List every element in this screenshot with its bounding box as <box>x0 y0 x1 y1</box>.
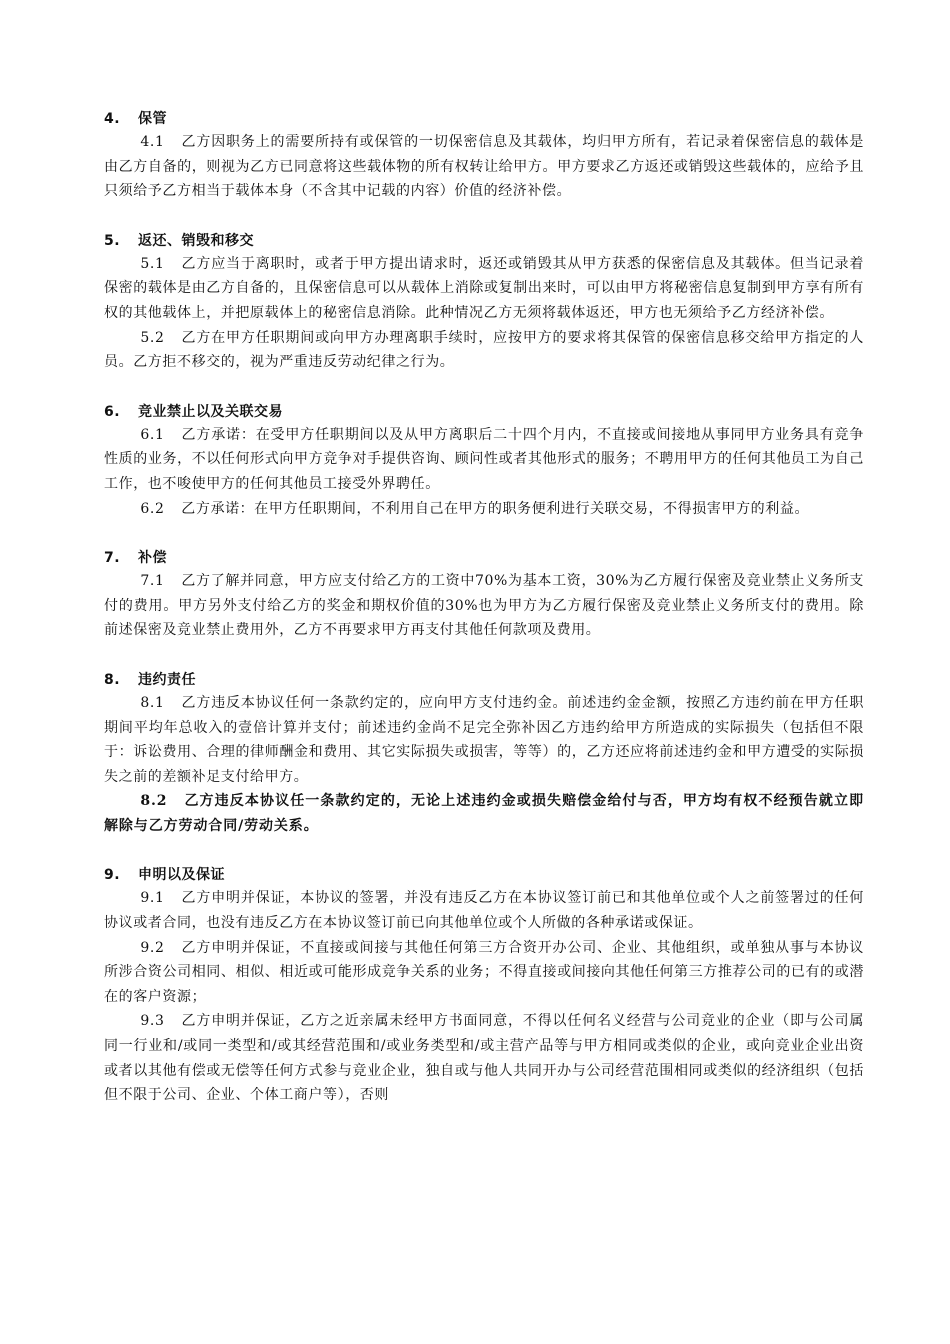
clause-number: 8.1 <box>140 694 165 711</box>
clause-paragraph <box>104 886 864 935</box>
clause-paragraph <box>104 691 864 789</box>
clause-paragraph <box>104 569 864 643</box>
section-title: 违约责任 <box>138 671 196 688</box>
clause-text: 乙方违反本协议任何一条款约定的，应向甲方支付违约金。前述违约金金额，按照乙方违约前在甲方任职期间平均年总收入的壹倍计算并支付；前述违约金尚不足完全弥补因乙方违约给甲方所造成的实际损失（包括但不限于：诉讼费用、合理的律师酬金和费用、其它实际损失或损害，等等）的，乙方还应将前述违约金和甲方遭受的实际损失之前的差额补足支付给甲方。 <box>104 694 864 785</box>
clause-paragraph <box>104 497 864 522</box>
section-7 <box>104 547 864 643</box>
section-number: 5. <box>104 232 121 249</box>
section-number: 6. <box>104 403 121 420</box>
clause-text: 乙方申明并保证，乙方之近亲属未经甲方书面同意，不得以任何名义经营与公司竞业的企业（即与公司属同一行业和/或同一类型和/或其经营范围和/或业务类型和/或主营产品等与甲方相同或类似的企业，或向竞业企业出资或者以其他有偿或无偿等任何方式参与竞业企业，独自或与他人共同开办与公司经营范围相同或类似的经济组织（包括但不限于公司、企业、个体工商户等），否则 <box>104 1013 864 1104</box>
clause-number: 9.2 <box>140 939 165 956</box>
clause-text: 乙方应当于离职时，或者于甲方提出请求时，返还或销毁其从甲方获悉的保密信息及其载体。但当记录着保密的载体是由乙方自备的，且保密信息可以从载体上消除或复制出来时，可以由甲方将秘密信息复制到甲方享有所有权的其他载体上，并把原载体上的秘密信息消除。此种情况乙方无须将载体返还，甲方也无须给予乙方经济补偿。 <box>104 255 864 321</box>
clause-number: 7.1 <box>140 573 165 590</box>
clause-text: 乙方申明并保证，不直接或间接与其他任何第三方合资开办公司、企业、其他组织，或单独从事与本协议所涉合资公司相同、相似、相近或可能形成竞争关系的业务；不得直接或间接向其他任何第三方推荐公司的已有的或潜在的客户资源； <box>104 939 864 1005</box>
section-number: 8. <box>104 671 121 688</box>
section-heading <box>104 230 864 252</box>
clause-number: 5.2 <box>140 329 165 346</box>
clause-number: 8.2 <box>140 793 168 810</box>
section-8 <box>104 669 864 839</box>
section-9 <box>104 864 864 1107</box>
clause-text: 乙方承诺：在受甲方任职期间以及从甲方离职后二十四个月内，不直接或间接地从事同甲方业务具有竞争性质的业务，不以任何形式向甲方竞争对手提供咨询、顾问性或者其他形式的服务；不聘用甲方的任何其他员工为自己工作，也不唆使甲方的任何其他员工接受外界聘任。 <box>104 426 864 492</box>
clause-number: 6.2 <box>140 500 165 517</box>
section-6 <box>104 401 864 521</box>
clause-paragraph <box>104 936 864 1010</box>
section-4 <box>104 108 864 204</box>
document-body <box>104 108 864 1134</box>
clause-number: 4.1 <box>140 134 165 150</box>
section-heading <box>104 547 864 569</box>
section-heading <box>104 108 864 130</box>
clause-paragraph <box>104 252 864 326</box>
section-heading <box>104 864 864 886</box>
clause-text: 乙方了解并同意，甲方应支付给乙方的工资中70%为基本工资，30%为乙方履行保密及竞业禁止义务所支付的费用。甲方另外支付给乙方的奖金和期权价值的30%也为甲方为乙方履行保密及竞业禁止义务所支付的费用。除前述保密及竞业禁止费用外，乙方不再要求甲方再支付其他任何款项及费用。 <box>104 573 864 639</box>
clause-number: 6.1 <box>140 426 165 443</box>
section-heading <box>104 669 864 691</box>
clause-number: 9.3 <box>140 1013 165 1030</box>
section-heading <box>104 401 864 423</box>
clause-paragraph <box>104 789 864 838</box>
section-title: 返还、销毁和移交 <box>138 232 254 249</box>
section-5 <box>104 230 864 375</box>
clause-text: 乙方因职务上的需要所持有或保管的一切保密信息及其载体，均归甲方所有，若记录着保密信息的载体是由乙方自备的，则视为乙方已同意将这些载体物的所有权转让给甲方。甲方要求乙方返还或销毁这些载体的，应给予且只须给予乙方相当于载体本身（不含其中记载的内容）价值的经济补偿。 <box>104 134 864 200</box>
clause-paragraph <box>104 326 864 375</box>
section-title: 申明以及保证 <box>138 867 225 884</box>
clause-number: 9.1 <box>140 890 165 907</box>
clause-number: 5.1 <box>140 255 165 272</box>
clause-paragraph <box>104 130 864 204</box>
clause-text: 乙方承诺：在甲方任职期间，不利用自己在甲方的职务便利进行关联交易，不得损害甲方的利益。 <box>181 500 810 517</box>
clause-paragraph <box>104 1009 864 1107</box>
section-title: 保管 <box>138 111 167 127</box>
section-title: 补偿 <box>138 550 167 567</box>
section-title: 竞业禁止以及关联交易 <box>138 403 283 420</box>
clause-text: 乙方违反本协议任一条款约定的，无论上述违约金或损失赔偿金给付与否，甲方均有权不经预告就立即解除与乙方劳动合同/劳动关系。 <box>104 793 864 834</box>
section-number: 9. <box>104 867 121 884</box>
clause-text: 乙方申明并保证，本协议的签署，并没有违反乙方在本协议签订前已和其他单位或个人之前签署过的任何协议或者合同，也没有违反乙方在本协议签订前已向其他单位或个人所做的各种承诺或保证。 <box>104 890 864 932</box>
section-number: 7. <box>104 550 121 567</box>
clause-text: 乙方在甲方任职期间或向甲方办理离职手续时，应按甲方的要求将其保管的保密信息移交给甲方指定的人员。乙方拒不移交的，视为严重违反劳动纪律之行为。 <box>104 329 864 371</box>
section-number: 4. <box>104 111 121 127</box>
clause-paragraph <box>104 423 864 497</box>
